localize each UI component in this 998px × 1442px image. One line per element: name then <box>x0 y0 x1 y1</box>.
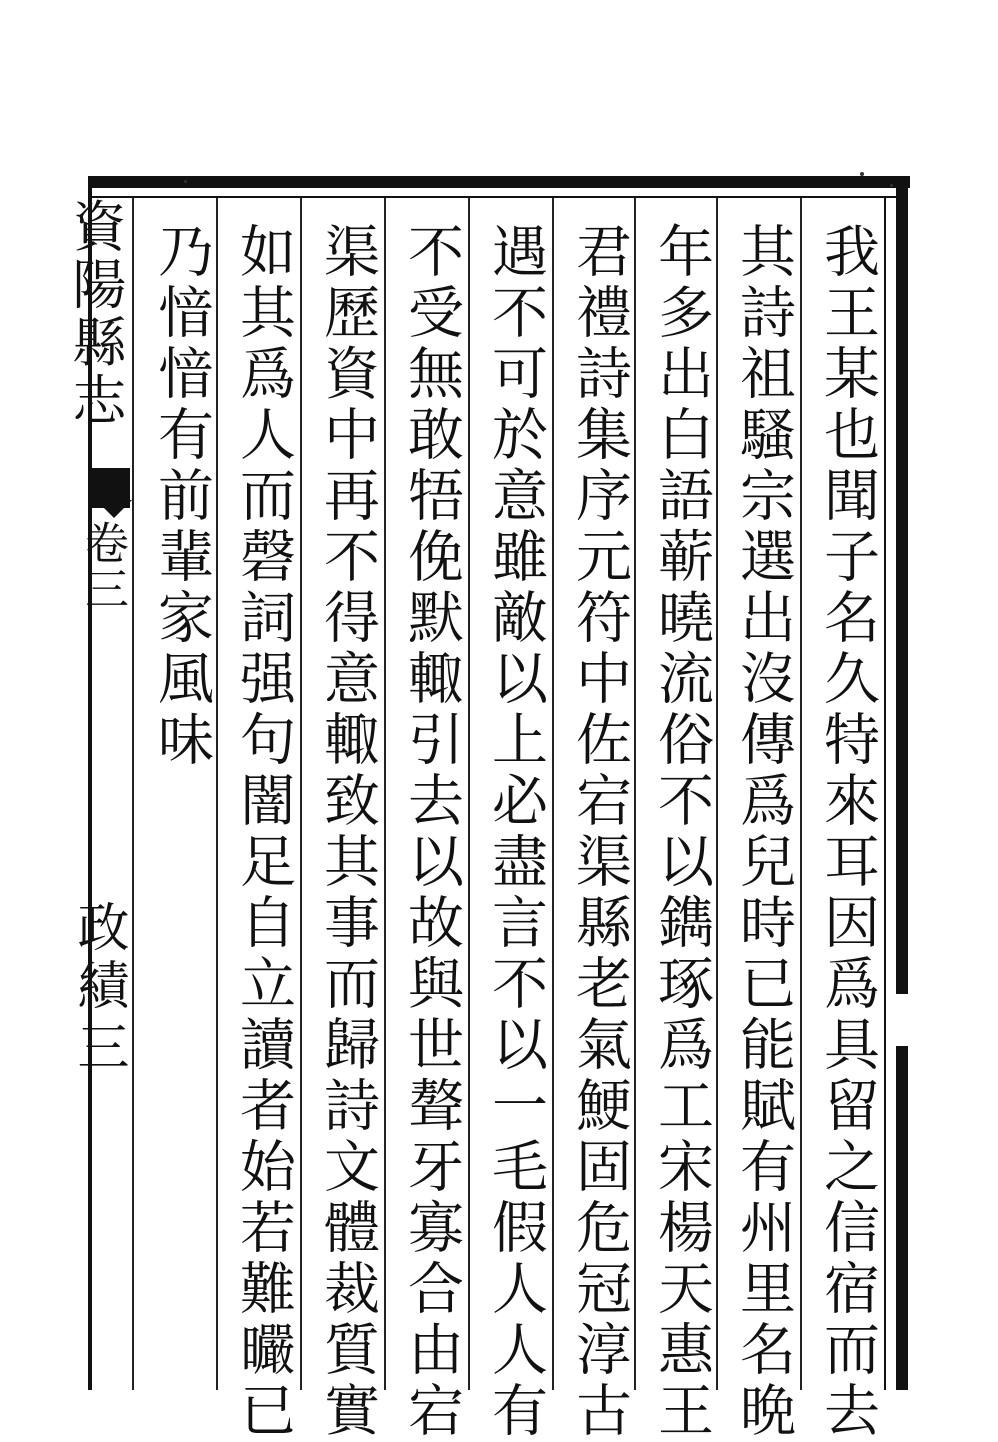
text-column-9: 乃愔愔有前輩家風味 <box>149 222 214 771</box>
column-rule <box>384 198 386 1390</box>
column-rule <box>634 198 636 1390</box>
frame-right-inner-border <box>884 196 886 1390</box>
text-column-3: 年多出白語蕲曉流俗不以鐫琢爲工宋楊天惠王 <box>649 222 714 1442</box>
column-rule <box>716 198 718 1390</box>
frame-right-border <box>896 176 908 994</box>
text-column-8: 如其爲人而磬詞强句闇足自立讀者始若難曮已 <box>231 222 296 1442</box>
column-rule <box>300 198 302 1390</box>
text-column-6: 不受無敢牾俛默輙引去以故與世聱牙寡合由宕 <box>399 222 464 1442</box>
frame-top-border <box>88 176 910 188</box>
text-column-4: 君禮詩集序元符中佐宕渠縣老氣鯁固危冠淳古 <box>567 222 632 1442</box>
text-column-2: 其詩祖騷宗選出沒傳爲兒時已能賦有州里名晩 <box>731 222 796 1442</box>
scan-speck <box>890 184 893 187</box>
margin-volume-label: 卷三 <box>77 520 128 612</box>
column-rule <box>552 198 554 1390</box>
text-column-7: 渠歷資中再不得意輙致其事而歸詩文體裁質實 <box>315 222 380 1442</box>
frame-right-border-lower <box>896 1046 908 1390</box>
margin-book-title: 資陽縣志 <box>64 198 127 430</box>
margin-section-label: 政績 <box>68 900 128 1016</box>
column-rule <box>216 198 218 1390</box>
scan-speck <box>184 180 187 183</box>
column-rule <box>800 198 802 1390</box>
margin-page-number: 三 <box>68 1020 128 1072</box>
frame-top-inner-border <box>88 196 906 198</box>
text-column-5: 遇不可於意雖敵以上必盡言不以一毛假人人有 <box>483 222 548 1442</box>
fishtail-mark <box>96 500 132 518</box>
scan-speck <box>860 172 864 176</box>
column-rule <box>468 198 470 1390</box>
text-column-1: 我王某也聞子名久特來耳因爲具留之信宿而去 <box>815 222 880 1442</box>
